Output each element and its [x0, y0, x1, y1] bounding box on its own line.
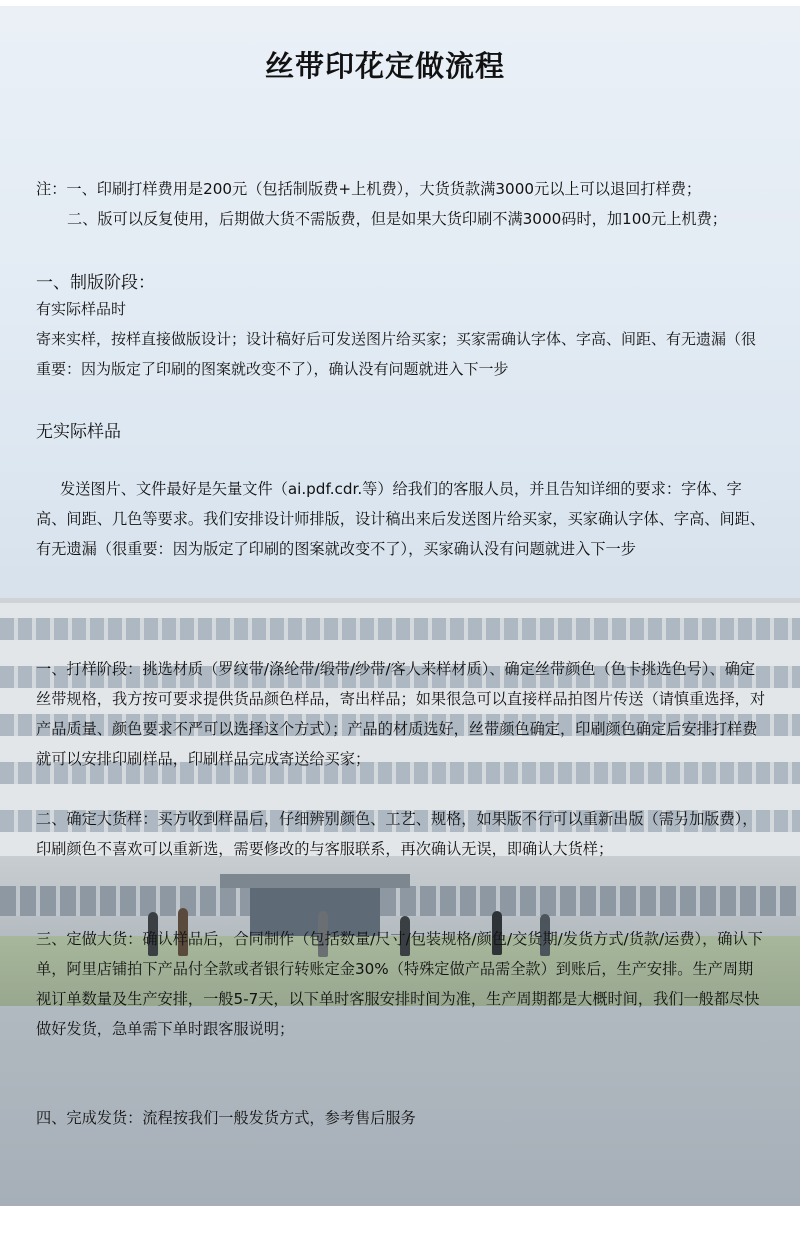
without-sample-label: 无实际样品: [36, 422, 121, 442]
window-band: [0, 618, 800, 640]
without-sample-text: 发送图片、文件最好是矢量文件（ai.pdf.cdr.等）给我们的客服人员，并且告知详细的要求：字体、字高、间距、几色等要求。我们安排设计师排版，设计稿出来后发送图片给买家，买家确认字体、字高、间距、有无遗漏（很重要：因为版定了印刷的图案就改变不了），买家确认没有问题就进入下一步: [36, 480, 765, 558]
confirm-stage-text: 二、确定大货样：买方收到样品后，仔细辨别颜色、工艺、规格，如果版不行可以重新出版（需另加版费），印刷颜色不喜欢可以重新选，需要修改的与客服联系，再次确认无误，即确认大货样；: [36, 810, 758, 858]
page-title: 丝带印花定做流程: [264, 49, 505, 83]
sample-stage-text: 一、打样阶段：挑选材质（罗纹带/涤纶带/缎带/纱带/客人来样材质）、确定丝带颜色（色卡挑选色号）、确定丝带规格，我方按可要求提供货品颜色样品，寄出样品；如果很急可以直接样品拍图片传送（请慎重选择，对产品质量、颜色要求不严可以选择这个方式）；产品的材质选好，丝带颜色确定，印刷颜色确定后安排打样费就可以安排印刷样品，印刷样品完成寄送给买家；: [36, 660, 765, 768]
plate-stage-heading: 一、制版阶段：: [36, 273, 155, 293]
ground-floor-windows: [0, 886, 800, 916]
process-poster: [0, 6, 800, 1206]
entrance-canopy: [220, 874, 410, 888]
production-stage-text: 三、定做大货：确认样品后，合同制作（包括数量/尺寸/包装规格/颜色/交货期/发货方式/货款/运费），确认下单，阿里店铺拍下产品付全款或者银行转账定金30%（特殊定做产品需全款）到账后，生产安排。生产周期视订单数量及生产安排，一般5-7天，以下单时客服安排时间为准，生产周期都是大概时间，我们一般都尽快做好发货，急单需下单时跟客服说明；: [36, 930, 763, 1038]
note-line-2: 二、版可以反复使用，后期做大货不需版费，但是如果大货印刷不满3000码时，加100元上机费；: [67, 210, 727, 228]
with-sample-text: 寄来实样，按样直接做版设计；设计稿好后可发送图片给买家；买家需确认字体、字高、间距、有无遗漏（很重要：因为版定了印刷的图案就改变不了），确认没有问题就进入下一步: [36, 330, 757, 378]
shipping-stage-text: 四、完成发货：流程按我们一般发货方式，参考售后服务: [36, 1109, 416, 1127]
with-sample-label: 有实际样品时: [36, 300, 127, 318]
building-roofline: [0, 598, 800, 603]
note-line-1: 注：一、印刷打样费用是200元（包括制版费+上机费），大货货款满3000元以上可以退回打样费；: [36, 180, 702, 198]
